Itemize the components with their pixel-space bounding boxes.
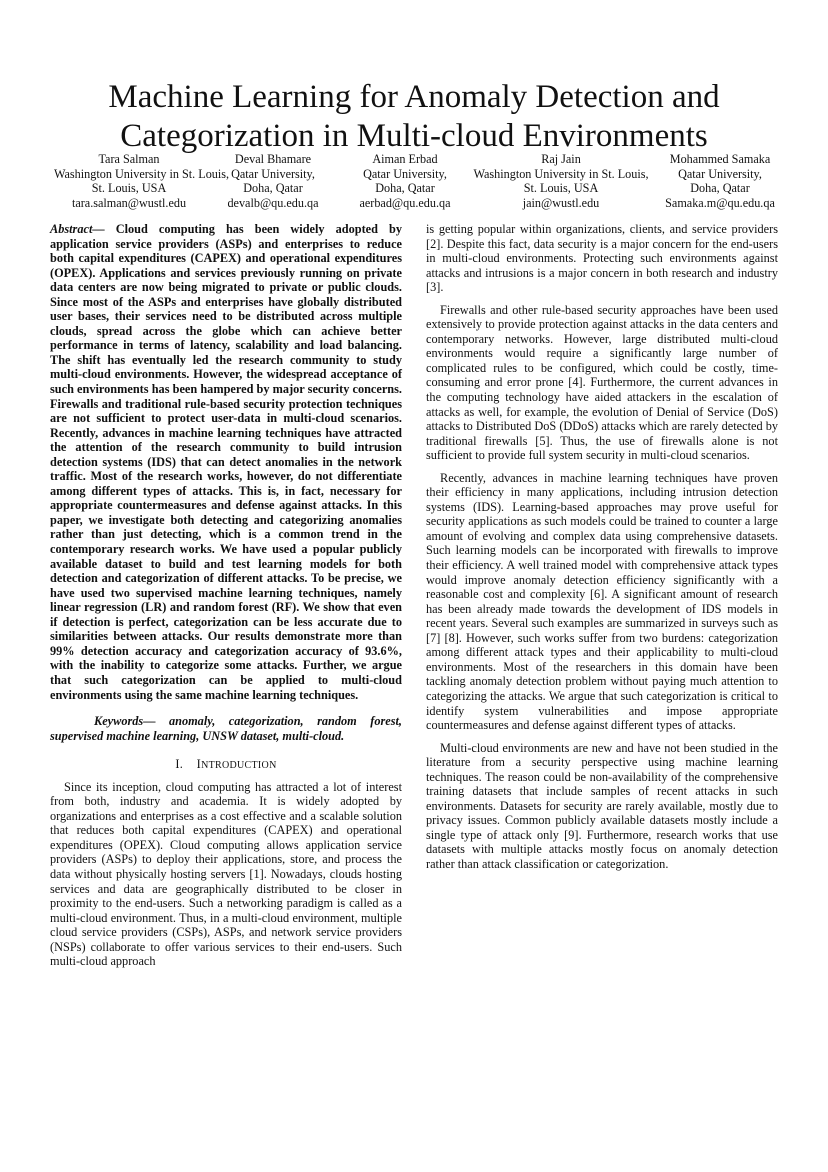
paper-title bbox=[40, 78, 788, 156]
keywords bbox=[50, 714, 402, 743]
author-5 bbox=[656, 152, 784, 210]
author-location: Doha, Qatar bbox=[690, 181, 750, 196]
title-line-1: Machine Learning for Anomaly Detection and bbox=[108, 79, 720, 115]
section-title-initial: I bbox=[196, 757, 202, 772]
author-name: Mohammed Samaka bbox=[669, 152, 771, 166]
section-title-rest: NTRODUCTION bbox=[201, 760, 277, 772]
abstract bbox=[50, 222, 402, 702]
author-name: Deval Bhamare bbox=[234, 152, 312, 166]
paragraph: Since its inception, cloud computing has attracted a lot of interest from both, industry and academia. It is widely adopted by organizations and enterprises as a cost effective and a scalable solution that reduces both capital expenditures (CAPEX) and operational expenditures (OPEX). Cloud computing allows application service providers (ASPs) to deploy their applications, store, and process the data without physically hosting servers [1]. Nowadays, clouds hosting services and data are geographically distributed to be closer in proximity to the end-users. Such a networking paradigm is called as a multi-cloud environment. Thus, in a multi-cloud environment, multiple cloud service providers (CSPs), ASPs, and network service providers (NSPs) collaborate to offer various services to their end-users. Such multi-cloud approach bbox=[50, 779, 402, 969]
author-email: aerbad@qu.edu.qa bbox=[359, 195, 451, 210]
keywords-text: anomaly, categorization, random forest, supervised machine learning, UNSW dataset, multi-cloud. bbox=[50, 714, 402, 743]
author-email: jain@wustl.edu bbox=[522, 195, 600, 210]
abstract-label: Abstract— bbox=[50, 222, 105, 236]
author-name: Aiman Erbad bbox=[372, 152, 438, 166]
paragraph: Multi-cloud environments are new and have not been studied in the literature from a security perspective using machine learning techniques. The reason could be non-availability of the comprehensive training datasets that include samples of recent attacks in such environments. Datasets for security are rarely available, mostly due to privacy issues. Common publicly available datasets mostly include a single type of attack only [9]. Furthermore, research works that use datasets with multiple attacks mostly focus on anomaly detection rather than attack classification or categorization. bbox=[426, 740, 778, 871]
author-affiliation: Qatar University, bbox=[363, 166, 447, 181]
keywords-label: Keywords— bbox=[94, 714, 156, 729]
author-affiliation: Washington University in St. Louis, bbox=[473, 166, 649, 181]
author-location: St. Louis, USA bbox=[91, 181, 167, 196]
author-1 bbox=[54, 152, 230, 210]
author-email: Samaka.m@qu.edu.qa bbox=[665, 195, 775, 210]
author-name: Raj Jain bbox=[541, 152, 581, 166]
author-2 bbox=[218, 152, 328, 210]
paragraph: is getting popular within organizations, clients, and service providers [2]. Despite this fact, data security is a major concern for the end-users in multi-cloud environments. Protecting such environments against attacks and intrusions is a major concern in both research and industry [3]. bbox=[426, 222, 778, 295]
author-location: Doha, Qatar bbox=[375, 181, 435, 196]
author-4 bbox=[466, 152, 656, 210]
section-number: I. bbox=[175, 757, 184, 772]
author-location: Doha, Qatar bbox=[243, 181, 303, 196]
abstract-text: Cloud computing has been widely adopted by application service providers (ASPs) and enterprises to reduce both capital expenditures (CAPEX) and operational expenditures (OPEX). Applications and services previously running on private data centers are now being migrated to private or public clouds. Since most of the ASPs and enterprises have globally distributed user bases, their services need to be distributed across multiple clouds, spread across the globe which can achieve better performance in terms of latency, scalability and load balancing. The shift has eventually led the research community to study multi-cloud environments. However, the widespread acceptance of such environments has been hampered by major security concerns. Firewalls and traditional rule-based security protection techniques are not sufficient to protect user-data in multi-cloud scenarios. Recently, advances in machine learning techniques have attracted the attention of the research community to build intrusion detection systems (IDS) that can detect anomalies in the network traffic. Most of the research works, however, do not differentiate among different types of attacks. This is, in fact, necessary for appropriate countermeasures and defense against attacks. In this paper, we investigate both detecting and categorizing anomalies rather than just detecting, which is a common trend in the contemporary research works. We have used a popular publicly available dataset to build and test learning models for both detection and categorization of different attacks. To be precise, we have used two supervised machine learning techniques, namely linear regression (LR) and random forest (RF). We show that even if detection is perfect, categorization can be less accurate due to similarities between attacks. Our results demonstrate more than 99% detection accuracy and categorization accuracy of 93.6%, with the inability to categorize some attacks. Further, we argue that such categorization can be applied to multi-cloud environments using the same machine learning techniques. bbox=[50, 222, 402, 702]
right-column bbox=[426, 222, 778, 880]
author-email: devalb@qu.edu.qa bbox=[227, 195, 319, 210]
author-email: tara.salman@wustl.edu bbox=[71, 195, 187, 210]
section-heading-introduction bbox=[50, 757, 402, 774]
left-column bbox=[50, 222, 402, 977]
paragraph: Firewalls and other rule-based security approaches have been used extensively to provide protection against attacks in the data centers and contemporary networks. However, large distributed multi-cloud environments would require a significantly large number of complicated rules to be configured, which could be costly, time-consuming and error prone [4]. Furthermore, the current advances in the computing technology have aided attackers in the escalation of attacks as well, for example, the evolution of Denial of Service (DoS) attacks to Distributed DoS (DDoS) attacks which are rarely detected by traditional firewalls [5]. Thus, the use of firewalls alone is not sufficient to provide full system security in multi-cloud scenarios. bbox=[426, 302, 778, 463]
paragraph: Recently, advances in machine learning techniques have proven their efficiency in many applications, including intrusion detection systems (IDS). Learning-based approaches may prove useful for security applications as such models could be trained to counter a large amount of evolving and complex data using comprehensive datasets. Such learning models can be incorporated with firewalls to improve their efficiency. A well trained model with comprehensive attack types would improve anomaly detection efficiency significantly with a reasonable cost and complexity [6]. A significant amount of research has been already made towards the development of IDS models in recent years. Several such examples are summarized in surveys such as [7] [8]. However, such works suffer from two burdens: categorization among different attack types and their applicability to multi-cloud environments. Most of the researchers in this domain have been tackling anomaly detection problem without paying much attention to categorizing the attacks. We argue that such categorization is critical to identify system vulnerabilities and impose appropriate countermeasures and defense against different types of attacks. bbox=[426, 470, 778, 733]
author-affiliation: Qatar University, bbox=[678, 166, 762, 181]
author-affiliation: Qatar University, bbox=[231, 166, 315, 181]
title-line-2: Categorization in Multi-cloud Environments bbox=[120, 118, 708, 154]
author-block bbox=[40, 152, 788, 212]
author-name: Tara Salman bbox=[98, 152, 160, 166]
author-affiliation: Washington University in St. Louis, bbox=[54, 166, 230, 181]
author-3 bbox=[338, 152, 472, 210]
author-location: St. Louis, USA bbox=[523, 181, 599, 196]
